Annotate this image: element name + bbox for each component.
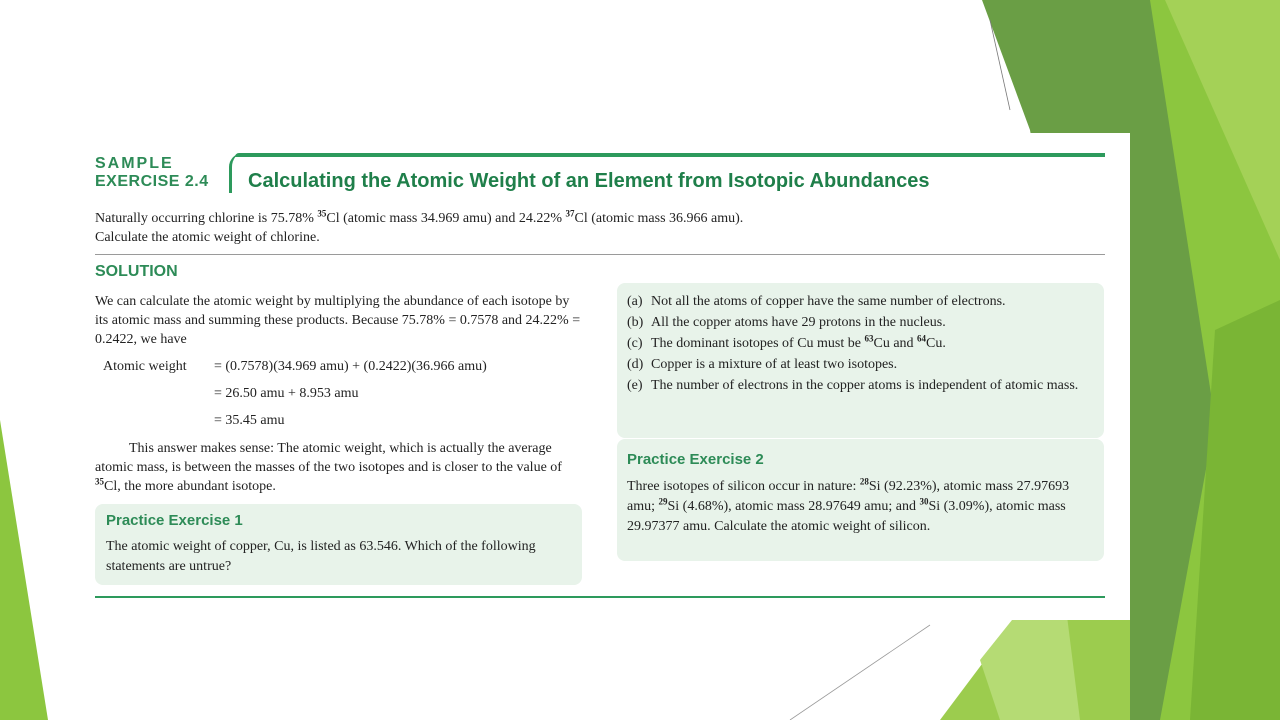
exercise-title: Calculating the Atomic Weight of an Element from Isotopic Abundances: [248, 170, 930, 192]
option-text: [651, 333, 1107, 354]
pe2-sup-2: 29: [658, 496, 668, 507]
problem-sup-1: 35: [317, 208, 327, 219]
solution-intro: We can calculate the atomic weight by multiplying the abundance of each isotope by its atomic mass and summing these products. Because 75.78% = 0.7578 and 24.22% = 0.2422, we have: [95, 294, 581, 347]
decor-line-2: [790, 625, 930, 720]
equation-label: Atomic weight: [103, 359, 187, 374]
option-c-sup-b: 64: [917, 333, 927, 344]
equation-line-1: = (0.7578)(34.969 amu) + (0.2422)(36.966 amu): [214, 359, 487, 374]
option-c-sup-a: 63: [864, 333, 874, 344]
pe2-sup-1: 28: [859, 476, 869, 487]
option-c-text-a: The dominant isotopes of Cu must be: [651, 336, 865, 351]
solution-closing: [95, 439, 585, 496]
closing-text-1: This answer makes sense: The atomic weight, which is actually the average atomic mass, is between the masses of the two isotopes and is closer to the value of: [95, 441, 562, 475]
sample-exercise-card: [77, 133, 1130, 620]
option-text: All the copper atoms have 29 protons in the nucleus.: [651, 315, 946, 330]
practice-exercise-1-box: [95, 504, 582, 585]
closing-text-2: Cl, the more abundant isotope.: [104, 479, 276, 494]
problem-statement: [95, 209, 775, 247]
practice-exercise-2-box: [617, 439, 1104, 561]
pe2-text-4: Si (3.09%), atomic mass 29.97377 amu. Calculate the atomic weight of silicon.: [627, 499, 1066, 534]
option-a: [627, 291, 1107, 312]
problem-sup-2: 37: [565, 208, 575, 219]
title-divider-curve: [229, 153, 246, 193]
equation-line-2: = 26.50 amu + 8.953 amu: [214, 386, 359, 401]
sample-label-line1: SAMPLE: [95, 155, 174, 172]
closing-sup: 35: [95, 476, 104, 487]
pe2-sup-3: 30: [919, 496, 929, 507]
problem-text-1: Naturally occurring chlorine is 75.78%: [95, 211, 318, 226]
sample-label-line2: EXERCISE 2.4: [95, 173, 209, 190]
option-c-text-c: Cu.: [926, 336, 946, 351]
bottom-rule: [95, 596, 1105, 598]
option-marker: (e): [627, 378, 643, 393]
pe2-text-1: Three isotopes of silicon occur in nature:: [627, 479, 860, 494]
practice-exercise-2-text: [627, 477, 1097, 537]
option-c-text-b: Cu and: [873, 336, 918, 351]
problem-divider: [95, 254, 1105, 255]
title-rule: [235, 153, 1105, 157]
practice-exercise-1-text: The atomic weight of copper, Cu, is listed as 63.546. Which of the following statements are untrue?: [106, 539, 536, 574]
left-green-shape: [0, 420, 48, 720]
option-text: The number of electrons in the copper atoms is independent of atomic mass.: [651, 378, 1079, 393]
option-text: Not all the atoms of copper have the same number of electrons.: [651, 294, 1006, 309]
option-d: [627, 354, 1107, 375]
pe2-text-2: Si (92.23%), atomic mass 27.97693 amu;: [627, 479, 1070, 514]
option-text: Copper is a mixture of at least two isotopes.: [651, 357, 898, 372]
practice-exercise-2-heading: Practice Exercise 2: [627, 451, 764, 468]
problem-text-2: Cl (atomic mass 34.969 amu) and 24.22%: [326, 211, 566, 226]
option-marker: (c): [627, 336, 643, 351]
option-marker: (a): [627, 294, 643, 309]
option-marker: (b): [627, 315, 644, 330]
options-list: [627, 291, 1107, 396]
problem-text-3: Cl (atomic mass 36.966 amu). Calculate the atomic weight of chlorine.: [95, 211, 744, 245]
option-c: [627, 333, 1107, 354]
pe2-text-3: Si (4.68%), atomic mass 28.97649 amu; and: [667, 499, 920, 514]
solution-heading: SOLUTION: [95, 263, 178, 280]
option-marker: (d): [627, 357, 644, 372]
option-b: [627, 312, 1107, 333]
sample-exercise-label: [95, 155, 209, 191]
equation-line-3: = 35.45 amu: [214, 413, 285, 428]
option-e: [627, 375, 1107, 396]
practice-exercise-1-heading: Practice Exercise 1: [106, 512, 243, 529]
